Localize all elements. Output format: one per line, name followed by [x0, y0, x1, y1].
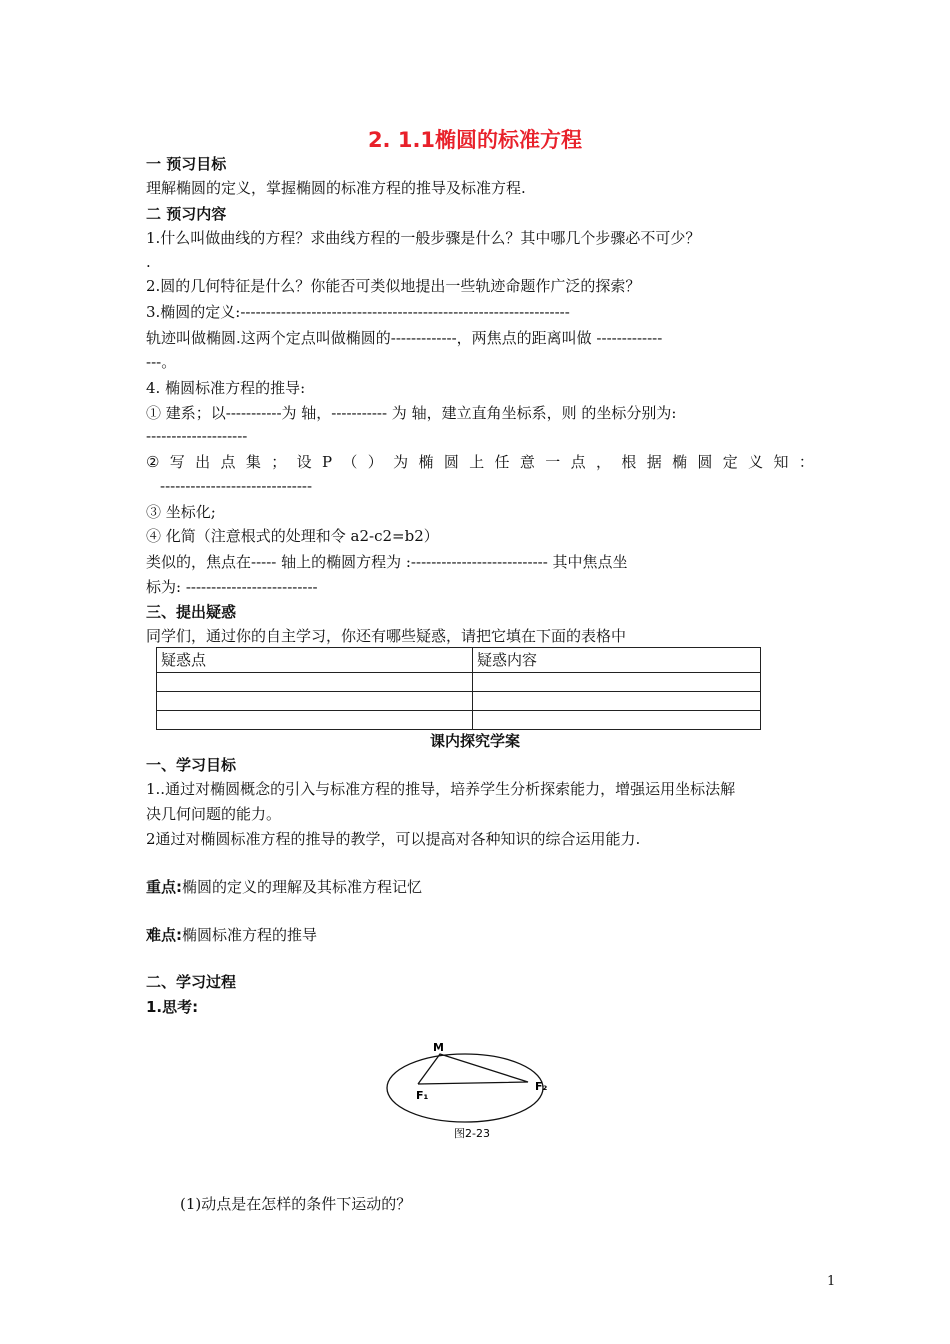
- table-row: [157, 673, 761, 692]
- step2-char: 意: [519, 453, 535, 471]
- question-3-line3: ---。: [146, 353, 177, 371]
- step2-char: 出: [195, 453, 211, 471]
- step2-char: 圆: [443, 453, 459, 471]
- table-row: [157, 711, 761, 730]
- step2-char: 上: [469, 453, 485, 471]
- key-text: 椭圆的定义的理解及其标准方程记忆: [182, 878, 423, 896]
- figure-caption: 图2-23: [454, 1127, 490, 1140]
- table-cell[interactable]: [473, 673, 761, 692]
- hard-point: [146, 925, 317, 945]
- step2-char: 点: [570, 453, 586, 471]
- ellipse-shape: [387, 1054, 543, 1122]
- step2-char: 集: [245, 453, 261, 471]
- section3-text: 同学们，通过你的自主学习，你还有哪些疑惑，请把它填在下面的表格中: [146, 627, 627, 645]
- table-header-cell: 疑惑内容: [473, 648, 761, 673]
- process-heading: 二、学习过程: [146, 973, 237, 991]
- questions-table: [156, 647, 761, 730]
- triangle-shape: [418, 1054, 528, 1084]
- think-label: 1.思考:: [146, 998, 199, 1016]
- table-row: [157, 692, 761, 711]
- step2-char: ）: [367, 453, 383, 471]
- step2-char: 知: [773, 453, 789, 471]
- goal-1-line1: 1..通过对椭圆概念的引入与标准方程的推导，培养学生分析探索能力，增强运用坐标法解: [146, 780, 736, 798]
- step2-char: 点: [220, 453, 236, 471]
- page-number: 1: [827, 1274, 836, 1289]
- section2-heading: 二 预习内容: [146, 205, 227, 223]
- step2-char: ；: [271, 453, 287, 471]
- inclass-title: 课内探究学案: [429, 732, 520, 750]
- goal-heading: 一、学习目标: [146, 756, 237, 774]
- section1-heading: 一 预习目标: [146, 155, 227, 173]
- table-cell[interactable]: [157, 692, 473, 711]
- step-2-line1: [146, 452, 814, 472]
- step-3: ③ 坐标化;: [146, 503, 216, 521]
- step-4: ④ 化简（注意根式的处理和令 a2-c2=b2）: [146, 527, 439, 545]
- ellipse-figure: [380, 1036, 560, 1146]
- question-3-line1: 3.椭圆的定义:-----------------------------------------------------------------: [146, 303, 570, 321]
- page-title: 2. 1.1椭圆的标准方程: [367, 128, 583, 152]
- hard-text: 椭圆标准方程的推导: [182, 926, 318, 944]
- table-cell[interactable]: [157, 673, 473, 692]
- step2-char: 根: [621, 453, 637, 471]
- step2-char: 定: [722, 453, 738, 471]
- step2-char: ：: [798, 453, 814, 471]
- section3-heading: 三、提出疑惑: [146, 603, 237, 621]
- step2-char: 写: [169, 453, 185, 471]
- key-point: [146, 877, 422, 897]
- key-label: 重点:: [146, 878, 182, 896]
- hard-label: 难点:: [146, 926, 182, 944]
- step2-char: 为: [393, 453, 409, 471]
- table-header-row: [157, 648, 761, 673]
- section1-text: 理解椭圆的定义，掌握椭圆的标准方程的推导及标准方程.: [146, 179, 526, 197]
- goal-2: 2通过对椭圆标准方程的推导的教学，可以提高对各种知识的综合运用能力.: [146, 830, 641, 848]
- table-cell[interactable]: [157, 711, 473, 730]
- step2-char: （: [342, 453, 358, 471]
- step-1-line1: ① 建系；以-----------为 轴，----------- 为 轴，建立直角坐标系，则 的坐标分别为:: [146, 404, 677, 422]
- step2-char: 任: [494, 453, 510, 471]
- step-1-line2: --------------------: [146, 427, 248, 445]
- step2-char: ②: [146, 453, 160, 471]
- step2-char: 椭: [672, 453, 688, 471]
- step2-char: 设: [296, 453, 312, 471]
- question-2: 2.圆的几何特征是什么？你能否可类似地提出一些轨迹命题作广泛的探索？: [146, 277, 641, 295]
- table-header-cell: 疑惑点: [157, 648, 473, 673]
- step2-char: P: [321, 453, 333, 471]
- step-2-line2: ------------------------------: [160, 477, 313, 495]
- step2-char: ，: [595, 453, 611, 471]
- table-cell[interactable]: [473, 692, 761, 711]
- question-4: 4. 椭圆标准方程的推导:: [146, 379, 306, 397]
- question-1-sub: (1)动点是在怎样的条件下运动的？: [180, 1195, 412, 1213]
- question-1: 1.什么叫做曲线的方程？求曲线方程的一般步骤是什么？其中哪几个步骤必不可少？: [146, 229, 701, 247]
- step2-char: 椭: [418, 453, 434, 471]
- step2-char: 据: [646, 453, 662, 471]
- similar-line1: 类似的，焦点在----- 轴上的椭圆方程为 :--------------------------- 其中焦点坐: [146, 553, 628, 571]
- step2-char: 圆: [697, 453, 713, 471]
- step2-char: 一: [545, 453, 561, 471]
- dot-line: .: [146, 253, 151, 271]
- label-M: M: [433, 1041, 444, 1054]
- goal-1-line2: 决几何问题的能力。: [146, 805, 282, 823]
- similar-line2: 标为: --------------------------: [146, 578, 318, 596]
- step2-char: 义: [748, 453, 764, 471]
- label-F1: F₁: [416, 1089, 429, 1102]
- table-cell[interactable]: [473, 711, 761, 730]
- label-F2: F₂: [535, 1080, 548, 1093]
- question-3-line2: 轨迹叫做椭圆.这两个定点叫做椭圆的-------------，两焦点的距离叫做 -------------: [146, 329, 663, 347]
